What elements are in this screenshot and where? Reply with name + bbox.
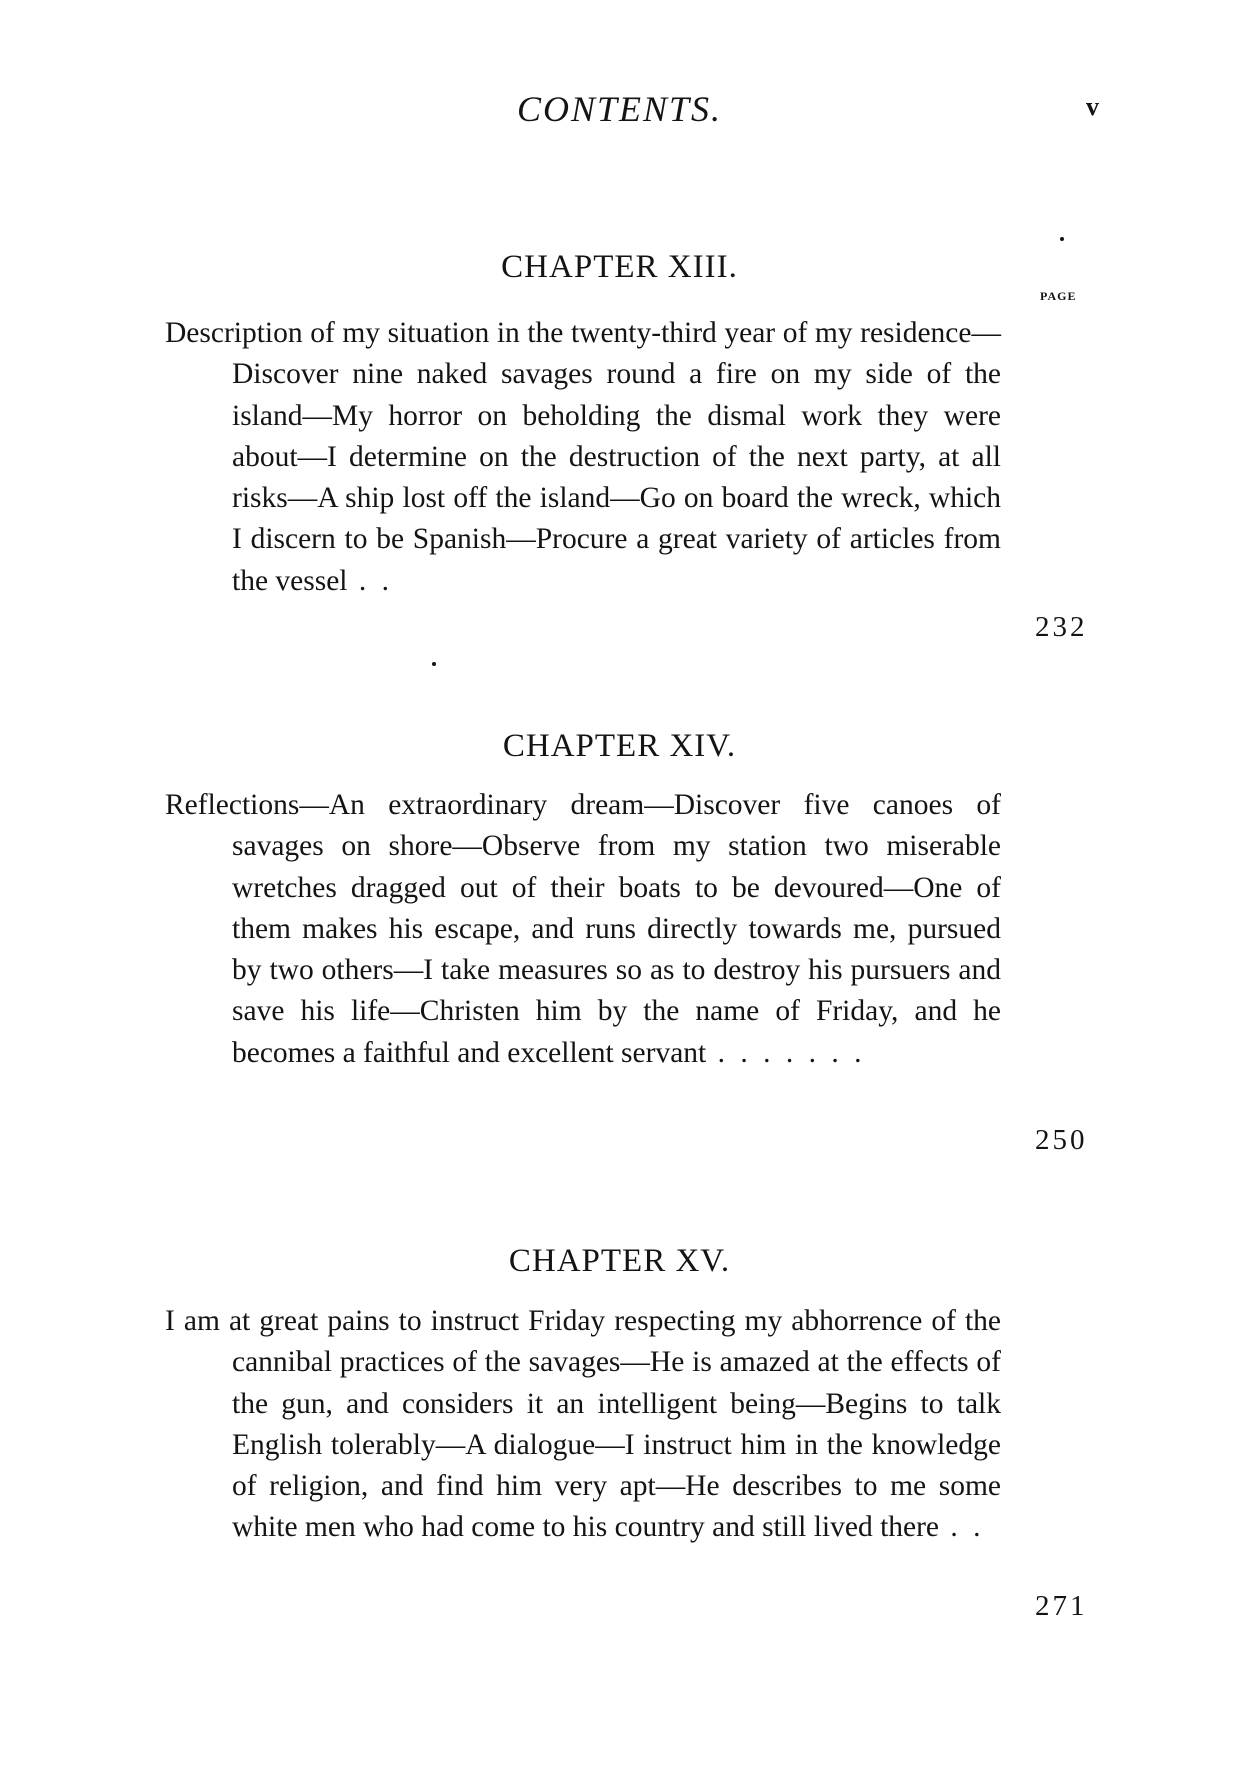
chapter-heading: CHAPTER XIV. (502, 728, 737, 764)
chapter-summary (165, 785, 1001, 1074)
summary-text: Description of my situation in the twenty-third year of my residence—Discover nine naked savages round a fire on my side of the island—My horror on beholding the dismal work they were about—I determine on the destruction of the next party, at all risks—A ship lost off the island—Go on board the wreck, which I discern to be Spanish—Procure a great variety of articles from the vessel (165, 317, 1001, 597)
page-number: 232 (1035, 611, 1088, 643)
summary-text: I am at great pains to instruct Friday respecting my abhorrence of the cannibal practices of the savages—He is amazed at the effects of the gun, and considers it an intelligent being—Begins to talk English tolerably—A dialogue—I instruct him in the knowledge of religion, and find him very apt—He describes to me some white men who had come to his country and still lived there (165, 1305, 1001, 1544)
running-title: CONTENTS. (516, 89, 723, 129)
page-number: 250 (1035, 1124, 1088, 1156)
chapter-heading: CHAPTER XIII. (501, 249, 738, 285)
summary-text: Reflections—An extraordinary dream—Discover five canoes of savages on shore—Observe from my station two miserable wretches dragged out of their boats to be devoured—One of them makes his escape, and runs directly towards me, pursued by two others—I take measures so as to destroy his pursuers and save his life—Christen him by the name of Friday, and he becomes a faithful and excellent servant (165, 789, 1001, 1069)
stray-mark (432, 662, 436, 666)
dot-leaders: . . . . . . . (706, 1036, 866, 1069)
page-number: 271 (1035, 1590, 1088, 1622)
running-head (0, 88, 1259, 138)
dot-leaders: . . (939, 1511, 985, 1544)
chapter-summary (165, 1301, 1001, 1549)
chapter-summary (165, 313, 1001, 602)
chapter-heading: CHAPTER XV. (508, 1243, 731, 1279)
dot-leaders: . . (347, 564, 394, 597)
page-folio: v (1086, 92, 1099, 121)
stray-mark (1060, 237, 1064, 241)
page-column-label: PAGE (1040, 289, 1077, 303)
